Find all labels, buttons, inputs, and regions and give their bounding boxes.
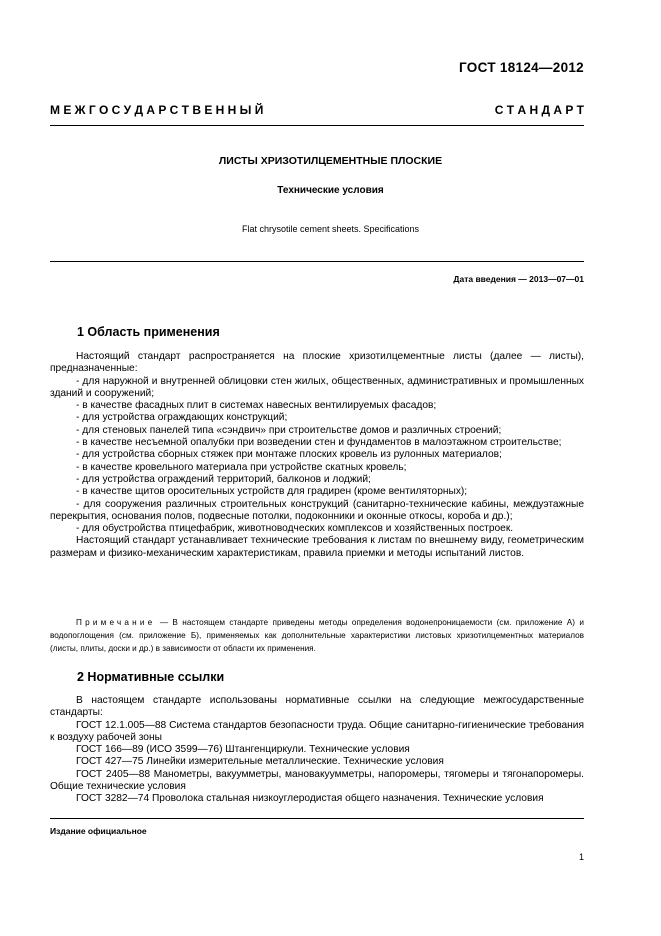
- top-rule: [50, 125, 584, 126]
- list-item: - в качестве фасадных плит в системах навесных вентилируемых фасадов;: [76, 400, 437, 412]
- english-title: Flat chrysotile cement sheets. Specifications: [241, 224, 420, 234]
- list-item: - в качестве щитов оросительных устройств для градирен (кроме вентиляторных);: [76, 486, 468, 498]
- list-item: - в качестве кровельного материала при устройстве скатных кровель;: [76, 461, 407, 473]
- page-number: 1: [578, 852, 584, 862]
- document-title: ЛИСТЫ ХРИЗОТИЛЦЕМЕНТНЫЕ ПЛОСКИЕ: [218, 155, 443, 167]
- standard-type-banner: [50, 103, 584, 117]
- document-subtitle: Технические условия: [277, 185, 384, 196]
- banner-word-interstate: М Е Ж Г О С У Д А Р С Т В Е Н Н Ы Й: [50, 103, 264, 117]
- banner-word-standard: С Т А Н Д А Р Т: [494, 103, 584, 117]
- section-1-note: [50, 617, 584, 655]
- section-1-body: [50, 351, 584, 560]
- list-item: - для стеновых панелей типа «сэндвич» при строительстве домов и различных строений;: [76, 424, 502, 436]
- section-2-body: [50, 695, 584, 806]
- standard-code: ГОСТ 18124—2012: [459, 60, 584, 75]
- edition-label: Издание официальное: [50, 826, 147, 836]
- reference-item: ГОСТ 12.1.005—88 Система стандартов безопасности труда. Общие санитарно-гигиенические требования к воздуху рабочей зоны: [50, 719, 584, 743]
- section-1-heading: 1 Область применения: [77, 325, 220, 339]
- reference-item: ГОСТ 3282—74 Проволока стальная низкоуглеродистая общего назначения. Технические условия: [76, 793, 544, 805]
- list-item: - в качестве несъемной опалубки при возведении стен и фундаментов в малоэтажном строительстве;: [76, 437, 562, 449]
- paragraph: Настоящий стандарт устанавливает технические требования к листам по внешнему виду, геометрическим размерам и физико-механическим характеристикам, правила приемки и методы испытаний листов.: [50, 535, 584, 559]
- reference-item: ГОСТ 2405—88 Манометры, вакуумметры, мановакуумметры, напоромеры, тягомеры и тягонапоромеры. Общие технические условия: [50, 768, 584, 793]
- introduction-date: Дата введения — 2013—07—01: [453, 274, 584, 284]
- list-item: - для устройства ограждений территорий, балконов и лоджий;: [76, 473, 371, 485]
- paragraph: Настоящий стандарт распространяется на плоские хризотилцементные листы (далее — листы), предназначенные:: [50, 351, 584, 375]
- section-2-heading: 2 Нормативные ссылки: [77, 670, 225, 684]
- footer-rule: [50, 818, 584, 819]
- reference-item: ГОСТ 166—89 (ИСО 3599—76) Штангенциркули. Технические условия: [76, 744, 410, 756]
- note-label: Примечание: [76, 618, 156, 627]
- reference-item: ГОСТ 427—75 Линейки измерительные металлические. Технические условия: [76, 756, 444, 768]
- list-item: - для наружной и внутренней облицовки стен жилых, общественных, административных и промышленных зданий и сооружений;: [50, 375, 584, 399]
- title-rule: [50, 261, 584, 262]
- note-text: — В настоящем стандарте приведены методы определения водонепроницаемости (см. приложение А) и водопоглощения (см. приложение Б), применяемых как дополнительные характеристики листовых хризотилцементных материалов (листы, плиты, доски и др.) в зависимости от области их применения.: [50, 618, 584, 653]
- list-item: - для обустройства птицефабрик, животноводческих комплексов и хозяйственных построек.: [76, 523, 514, 535]
- list-item: - для устройства ограждающих конструкций;: [76, 412, 288, 424]
- paragraph: В настоящем стандарте использованы нормативные ссылки на следующие межгосударственные стандарты:: [50, 695, 584, 719]
- list-item: - для сооружения различных строительных конструкций (санитарно-технические кабины, междуэтажные перекрытия, основания полов, подвесные потолки, подоконники и оконные откосы, короба и др.);: [50, 498, 584, 522]
- list-item: - для устройства сборных стяжек при монтаже плоских кровель из рулонных материалов;: [76, 449, 502, 461]
